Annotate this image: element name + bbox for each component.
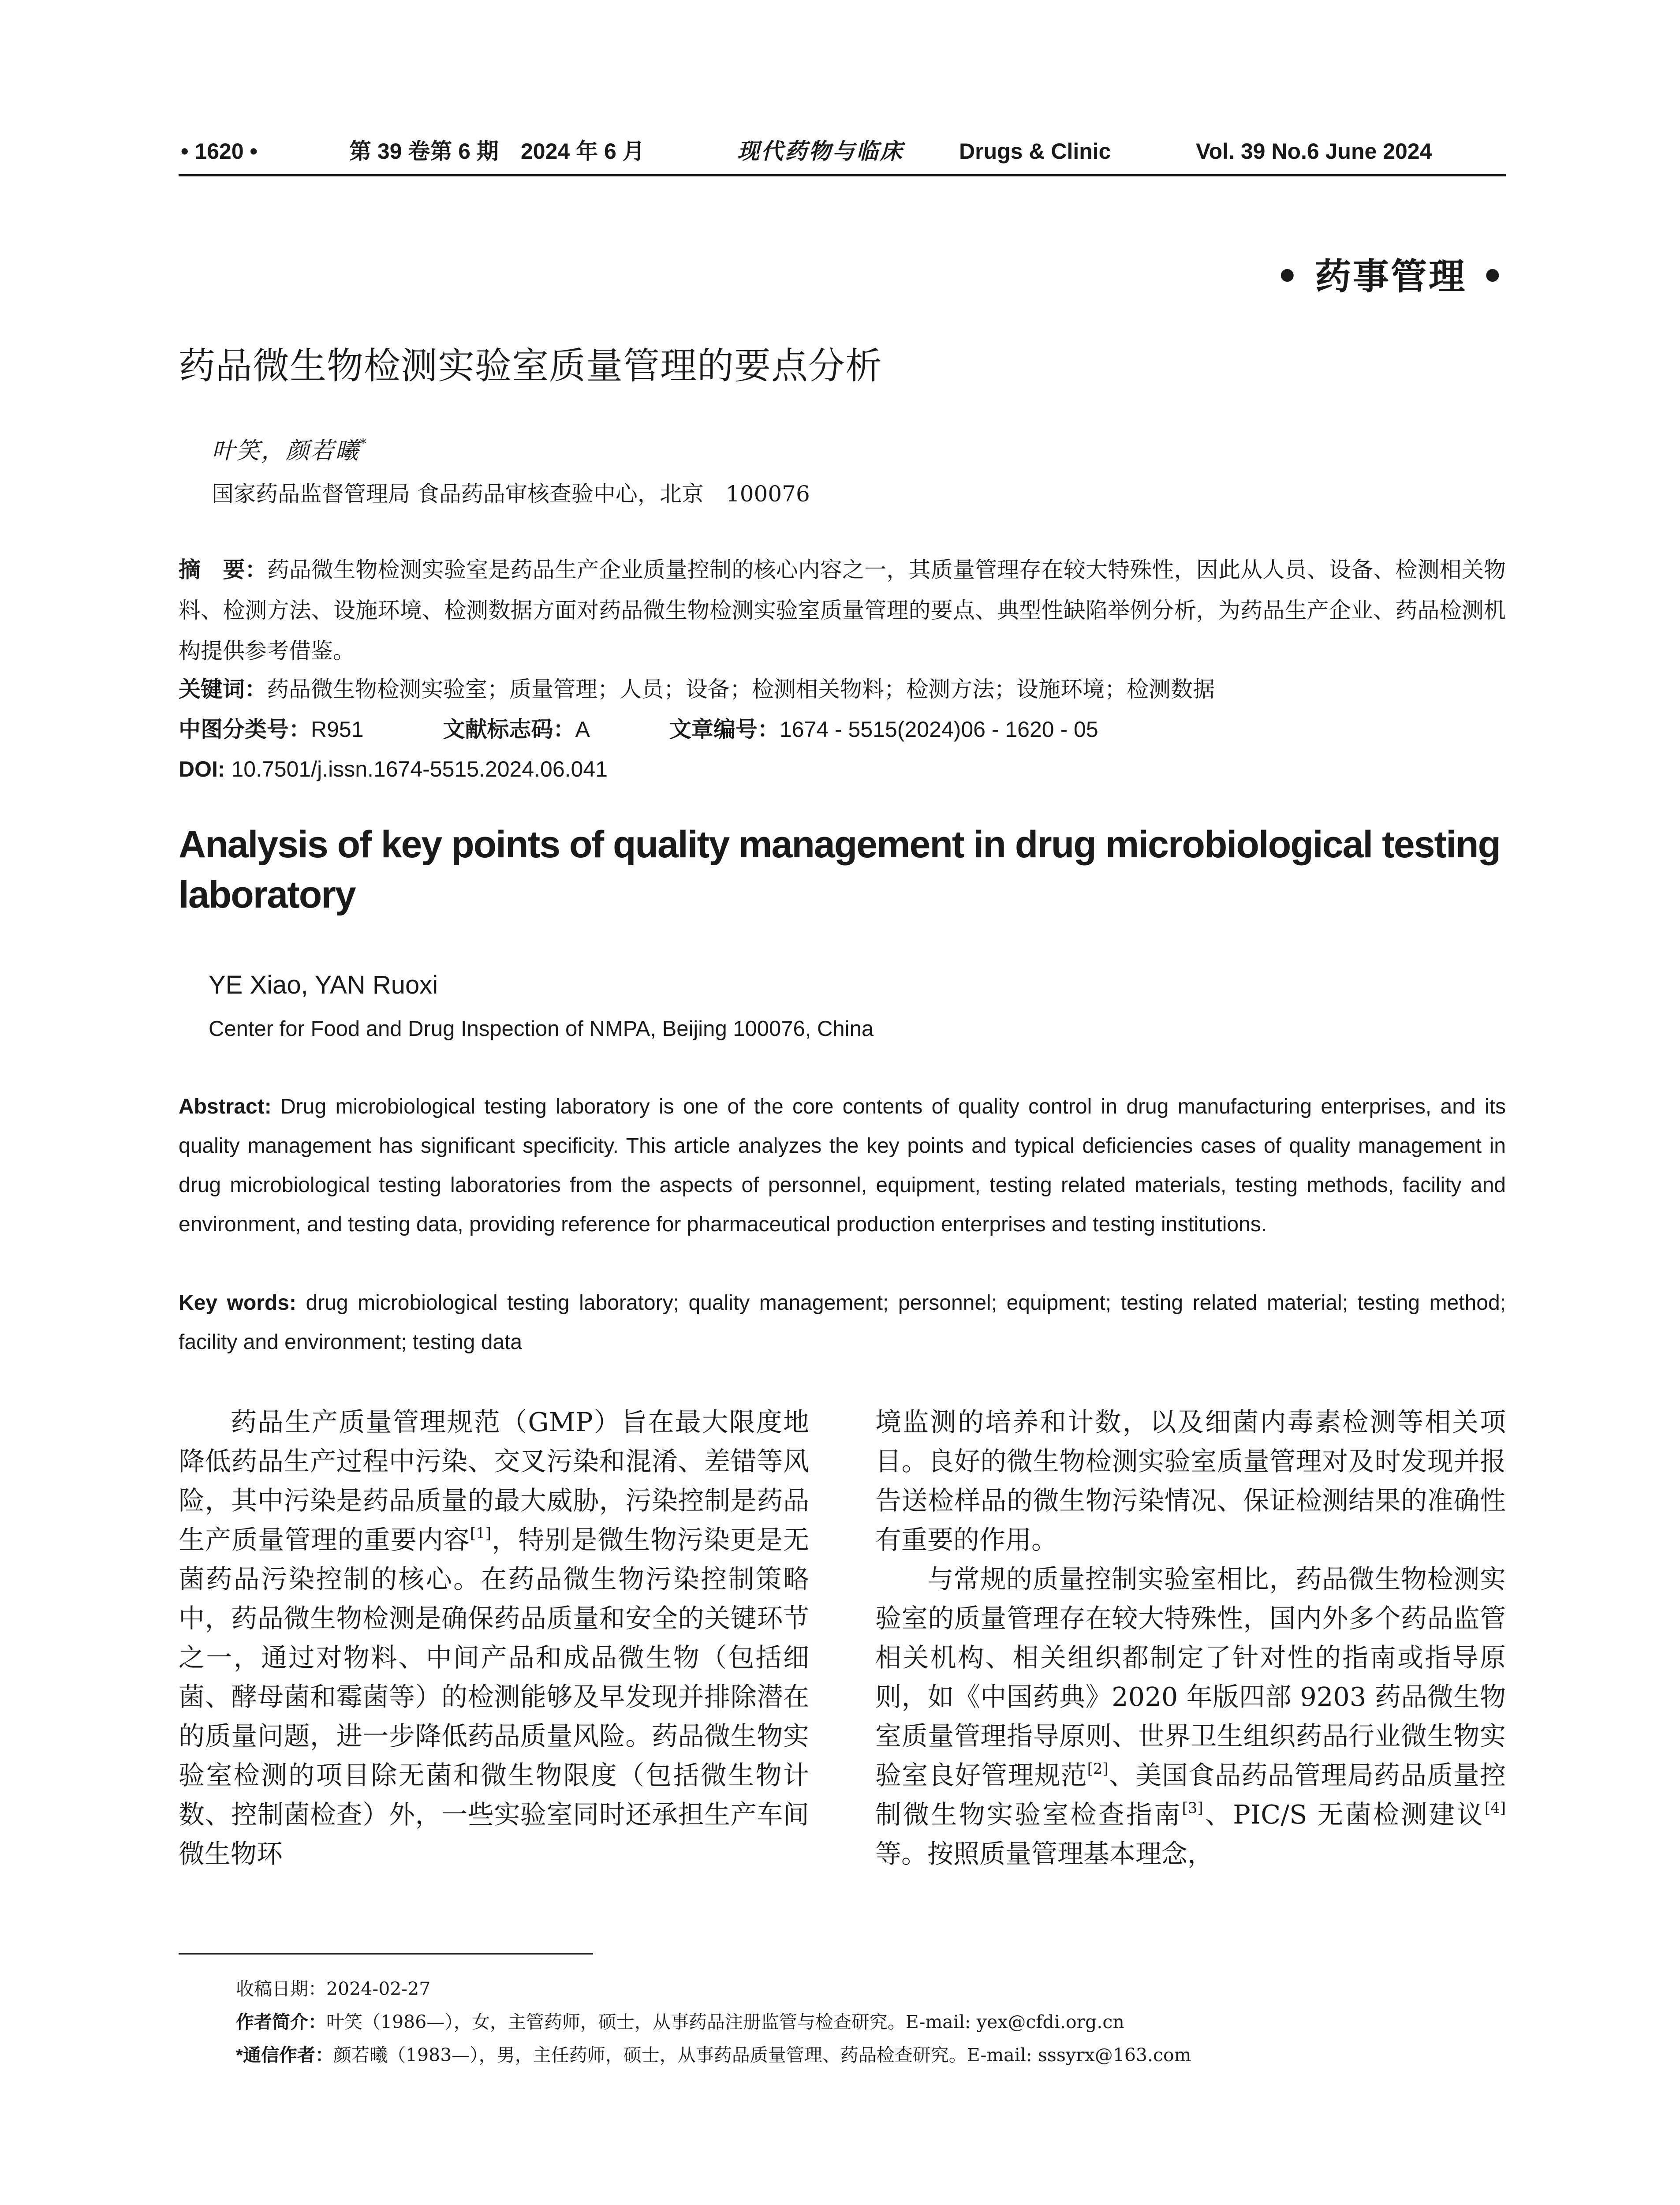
abstract-zh-label: 摘 要：	[179, 557, 267, 582]
keywords-zh	[179, 669, 1215, 710]
citation-ref-1[interactable]: [1]	[470, 1525, 492, 1542]
corresponding-mark: *	[360, 436, 368, 452]
doc-code-label: 文献标志码：	[443, 717, 575, 742]
footnote-rule	[179, 1953, 593, 1955]
issue-info-zh: 第 39 卷第 6 期 2024 年 6 月	[349, 139, 645, 164]
abstract-en-label: Abstract:	[179, 1095, 272, 1118]
doi-label: DOI:	[179, 757, 225, 781]
clc-value: R951	[311, 717, 364, 742]
body-text: 、PIC/S 无菌检测建议	[1203, 1799, 1485, 1830]
abstract-en-text: Drug microbiological testing laboratory is one of the core contents of quality control in drug manufacturing enterprises, and its quality management has significant specificity. This article analyzes the key points and typical deficiencies cases of quality management in drug microbiological testing laboratories from the aspects of personnel, equipment, testing related materials, testing methods, facility and environment, and testing data, providing reference for pharmaceutical production enterprises and testing institutions.	[179, 1095, 1506, 1236]
article-title-zh: 药品微生物检测实验室质量管理的要点分析	[179, 345, 882, 386]
body-text: 与常规的质量控制实验室相比，药品微生物检测实验室的质量管理存在较大特殊性，国内外多个药品监管相关机构、相关组织都制定了针对性的指南或指导原则，如《中国药典》2020 年版四部 9203 药品微生物室质量管理指导原则、世界卫生组织药品行业微生物实验室良好管理规范	[875, 1564, 1506, 1790]
keywords-en	[179, 1283, 1506, 1362]
footnote-author-text: 叶笑（1986—），女，主管药师，硕士，从事药品注册监管与检查研究。E-mail: yex@cfdi.org.cn	[326, 2011, 1124, 2033]
footnote-author-label: 作者简介：	[236, 2012, 326, 2032]
header-rule	[179, 174, 1506, 176]
body-paragraph	[179, 1402, 809, 1873]
body-paragraph	[875, 1559, 1506, 1873]
doi-line	[179, 749, 608, 789]
footnote-received: 收稿日期：2024-02-27	[236, 1978, 431, 1999]
article-number-value: 1674 - 5515(2024)06 - 1620 - 05	[779, 717, 1098, 742]
footnote-author	[236, 2013, 1124, 2031]
body-text: ，特别是微生物污染更是无菌药品污染控制的核心。在药品微生物污染控制策略中，药品微生物检测是确保药品质量和安全的关键环节之一，通过对物料、中间产品和成品微生物（包括细菌、酵母菌和霉菌等）的检测能够及早发现并排除潜在的质量问题，进一步降低药品质量风险。药品微生物实验室检测的项目除无菌和微生物限度（包括微生物计数、控制菌检查）外，一些实验室同时还承担生产车间微生物环	[179, 1525, 809, 1869]
citation-ref-4[interactable]: [4]	[1484, 1799, 1506, 1817]
journal-name-en: Drugs & Clinic	[959, 139, 1111, 164]
body-paragraph	[875, 1402, 1506, 1559]
footnote-corresponding	[236, 2046, 1191, 2064]
keywords-zh-text: 药品微生物检测实验室；质量管理；人员；设备；检测相关物料；检测方法；设施环境；检测数据	[267, 676, 1215, 702]
authors-en: YE Xiao, YAN Ruoxi	[209, 971, 438, 999]
abstract-zh-text: 药品微生物检测实验室是药品生产企业质量控制的核心内容之一，其质量管理存在较大特殊性，因此从人员、设备、检测相关物料、检测方法、设施环境、检测数据方面对药品微生物检测实验室质量管理的要点、典型性缺陷举例分析，为药品生产企业、药品检测机构提供参考借鉴。	[179, 557, 1506, 664]
body-column-left	[179, 1402, 809, 1873]
body-text: 药品生产质量管理规范（GMP）旨在最大限度地降低药品生产过程中污染、交叉污染和混淆、差错等风险，其中污染是药品质量的最大威胁，污染控制是药品生产质量管理的重要内容	[179, 1407, 809, 1555]
abstract-en	[179, 1087, 1506, 1244]
keywords-en-text: drug microbiological testing laboratory; quality management; personnel; equipment; testing related material; testing method; facility and environment; testing data	[179, 1291, 1506, 1354]
classification-line	[179, 709, 1098, 750]
doc-code-value: A	[575, 717, 590, 742]
column-tag: • 药事管理 •	[1276, 255, 1506, 298]
article-title-en: Analysis of key points of quality management in drug microbiological testing laboratory	[179, 823, 1501, 916]
footnote-corresponding-label: *通信作者：	[236, 2045, 333, 2065]
article-number-label: 文章编号：	[669, 717, 780, 742]
keywords-en-label: Key words:	[179, 1291, 296, 1315]
body-column-right	[875, 1402, 1506, 1873]
body-text: 境监测的培养和计数，以及细菌内毒素检测等相关项目。良好的微生物检测实验室质量管理对及时发现并报告送检样品的微生物污染情况、保证检测结果的准确性有重要的作用。	[875, 1407, 1506, 1555]
citation-ref-3[interactable]: [3]	[1182, 1799, 1203, 1817]
footnote-corresponding-text: 颜若曦（1983—），男，主任药师，硕士，从事药品质量管理、药品检查研究。E-mail: sssyrx@163.com	[333, 2044, 1191, 2066]
citation-ref-2[interactable]: [2]	[1087, 1760, 1109, 1778]
issue-info-en: Vol. 39 No.6 June 2024	[1196, 139, 1432, 164]
author-names-zh: 叶笑，颜若曦	[212, 437, 360, 464]
journal-name-zh: 现代药物与临床	[737, 138, 904, 164]
page-number: • 1620 •	[181, 139, 258, 164]
body-text: 、美国食品药品管理局药品质量控制微生物实验室检查指南	[875, 1760, 1506, 1830]
affiliation-zh: 国家药品监督管理局 食品药品审核查验中心，北京 100076	[212, 481, 810, 507]
doi-value: 10.7501/j.issn.1674-5515.2024.06.041	[231, 757, 608, 781]
clc-label: 中图分类号：	[179, 717, 311, 742]
authors-zh	[212, 432, 368, 466]
abstract-zh	[179, 549, 1506, 671]
body-text: 等。按照质量管理基本理念，	[875, 1839, 1214, 1869]
keywords-zh-label: 关键词：	[179, 677, 267, 702]
affiliation-en: Center for Food and Drug Inspection of NMPA, Beijing 100076, China	[209, 1017, 874, 1041]
